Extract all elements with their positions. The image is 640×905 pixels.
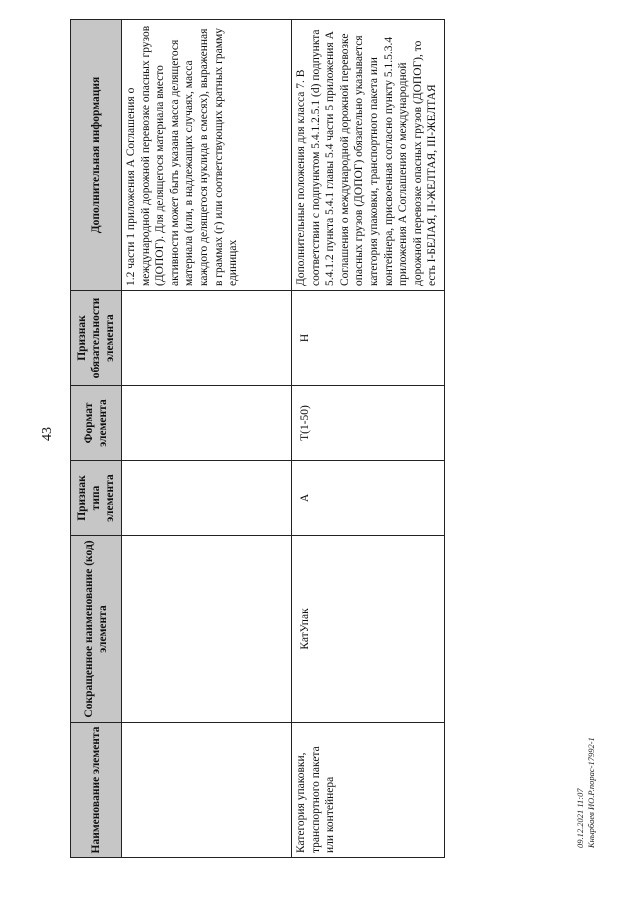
header-additional-info: Дополнительная информация xyxy=(71,20,122,291)
cell-required xyxy=(122,291,292,386)
cell-type xyxy=(122,461,292,536)
stamp-date: 09.12.2021 11:07 xyxy=(575,788,585,848)
cell-name xyxy=(122,723,292,858)
header-element-code: Сокращенное наименование (код) элемента xyxy=(71,536,122,723)
rotated-page xyxy=(70,20,445,858)
cell-format xyxy=(122,386,292,461)
document-stamp xyxy=(575,737,597,848)
table-header-row xyxy=(71,20,122,858)
cell-format: T(1-50) xyxy=(292,386,445,461)
header-element-name: Наименование элемента xyxy=(71,723,122,858)
page-number: 43 xyxy=(40,427,55,441)
cell-info: Дополнительные положения для класса 7. В соответствии с подпунктом 5.4.1.2.5.1 (d) подпункта 5.4.1.2 пункта 5.4.1 главы 5.4 части 5 приложения А Соглашения о международной дорожной перевозке опасных грузов (ДОПОГ) обязательно указывается категория упаковки, транспортного пакета или контейнера, присвоенная согласно пункту 5.1.5.3.4 приложения А Соглашения о международной дорожной перевозке опасных грузов (ДОПОГ), то есть I-БЕЛАЯ, II-ЖЕЛТАЯ, III-ЖЕЛТАЯ xyxy=(292,20,445,291)
cell-code xyxy=(122,536,292,723)
cell-required: Н xyxy=(292,291,445,386)
table-row xyxy=(122,20,292,858)
header-element-type: Признак типа элемента xyxy=(71,461,122,536)
cell-info: 1.2 части 1 приложения А Соглашения о международной дорожной перевозке опасных грузов (ДОПОГ). Для делящегося материала вместо активности может быть указана масса делящегося материала (или, в надлежащих случаях, масса каждого делящегося нуклида в смесях), выраженная в граммах (г) или соответствующих кратных грамму единицах xyxy=(122,20,292,291)
elements-table xyxy=(70,19,445,858)
cell-type: А xyxy=(292,461,445,536)
stamp-id: Кнырбаев ИО.Р.порас-17992-1 xyxy=(586,737,596,848)
header-element-format: Формат элемента xyxy=(71,386,122,461)
cell-code: КатУпак xyxy=(292,536,445,723)
cell-name: Категория упаковки, транспортного пакета или контейнера xyxy=(292,723,445,858)
table-row xyxy=(292,20,445,858)
header-element-required: Признак обязательности элемента xyxy=(71,291,122,386)
